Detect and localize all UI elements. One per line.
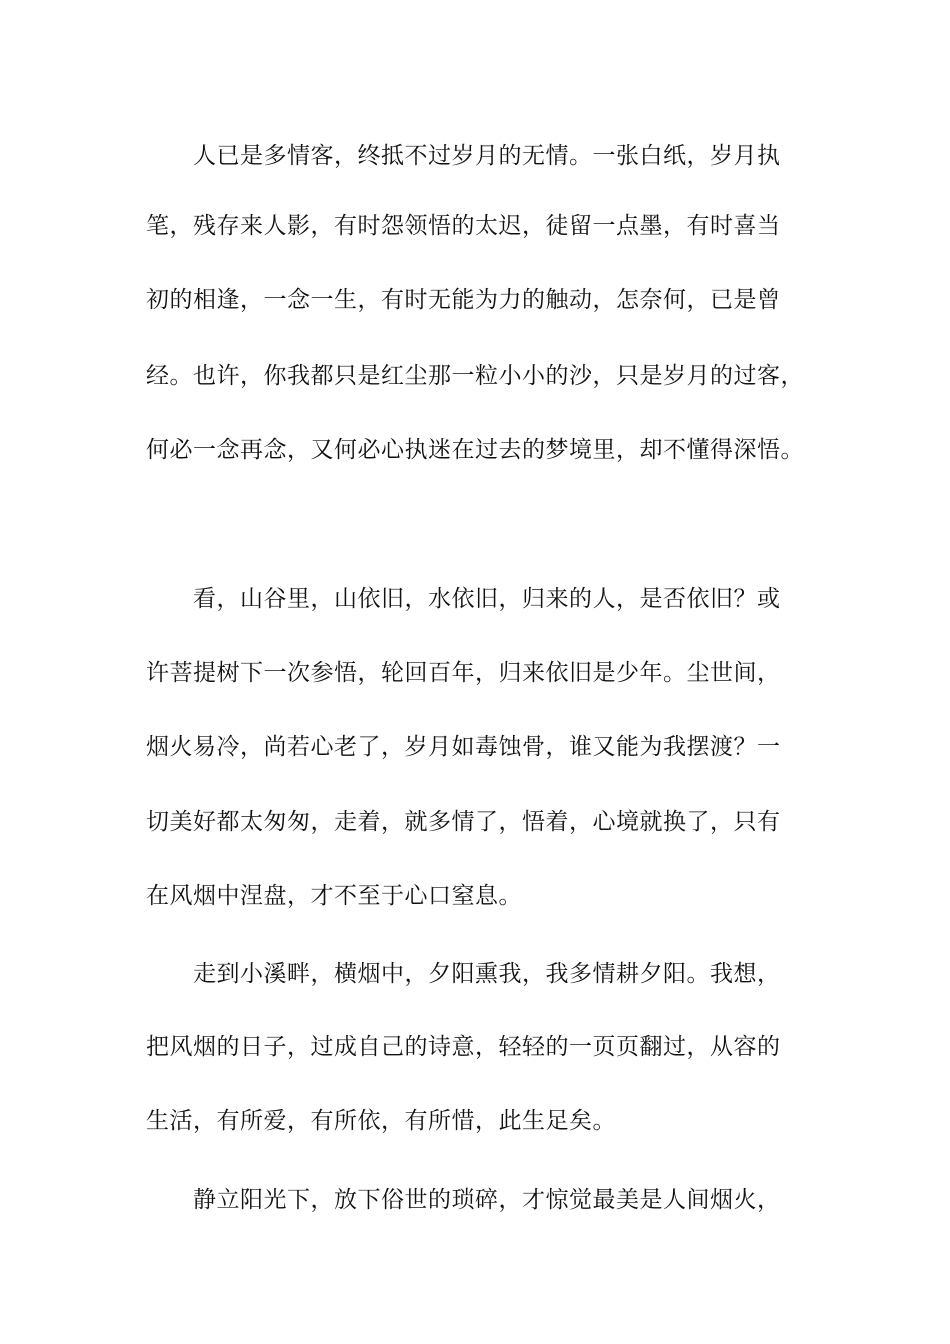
paragraph-3-line-1: 走到小溪畔，横烟中，夕阳熏我，我多情耕夕阳。我想， bbox=[193, 961, 781, 987]
paragraph-3-line-2: 把风烟的日子，过成自己的诗意，轻轻的一页页翻过，从容的 bbox=[146, 1034, 781, 1060]
paragraph-2-line-5: 在风烟中涅盘，才不至于心口窒息。 bbox=[146, 883, 522, 909]
paragraph-1-line-5: 何必一念再念，又何必心执迷在过去的梦境里，却不懂得深悟。 bbox=[146, 437, 804, 463]
paragraph-2-line-3: 烟火易冷，尚若心老了，岁月如毒蚀骨，谁又能为我摆渡？一 bbox=[146, 734, 781, 760]
paragraph-1-line-3: 初的相逢，一念一生，有时无能为力的触动，怎奈何，已是曾 bbox=[146, 287, 781, 313]
paragraph-2-line-2: 许菩提树下一次参悟，轮回百年，归来依旧是少年。尘世间， bbox=[146, 660, 781, 686]
paragraph-2-line-1: 看，山谷里，山依旧，水依旧，归来的人，是否依旧？或 bbox=[193, 586, 781, 612]
paragraph-1-line-2: 笔，残存来人影，有时怨领悟的太迟，徒留一点墨，有时喜当 bbox=[146, 213, 781, 239]
paragraph-2-line-4: 切美好都太匆匆，走着，就多情了，悟着，心境就换了，只有 bbox=[146, 809, 781, 835]
paragraph-3-line-3: 生活，有所爱，有所依，有所惜，此生足矣。 bbox=[146, 1108, 616, 1134]
paragraph-1-line-4: 经。也许，你我都只是红尘那一粒小小的沙，只是岁月的过客， bbox=[146, 363, 804, 389]
paragraph-1-line-1: 人已是多情客，终抵不过岁月的无情。一张白纸，岁月执 bbox=[193, 143, 781, 169]
paragraph-4-line-1: 静立阳光下，放下俗世的琐碎，才惊觉最美是人间烟火， bbox=[193, 1187, 781, 1213]
